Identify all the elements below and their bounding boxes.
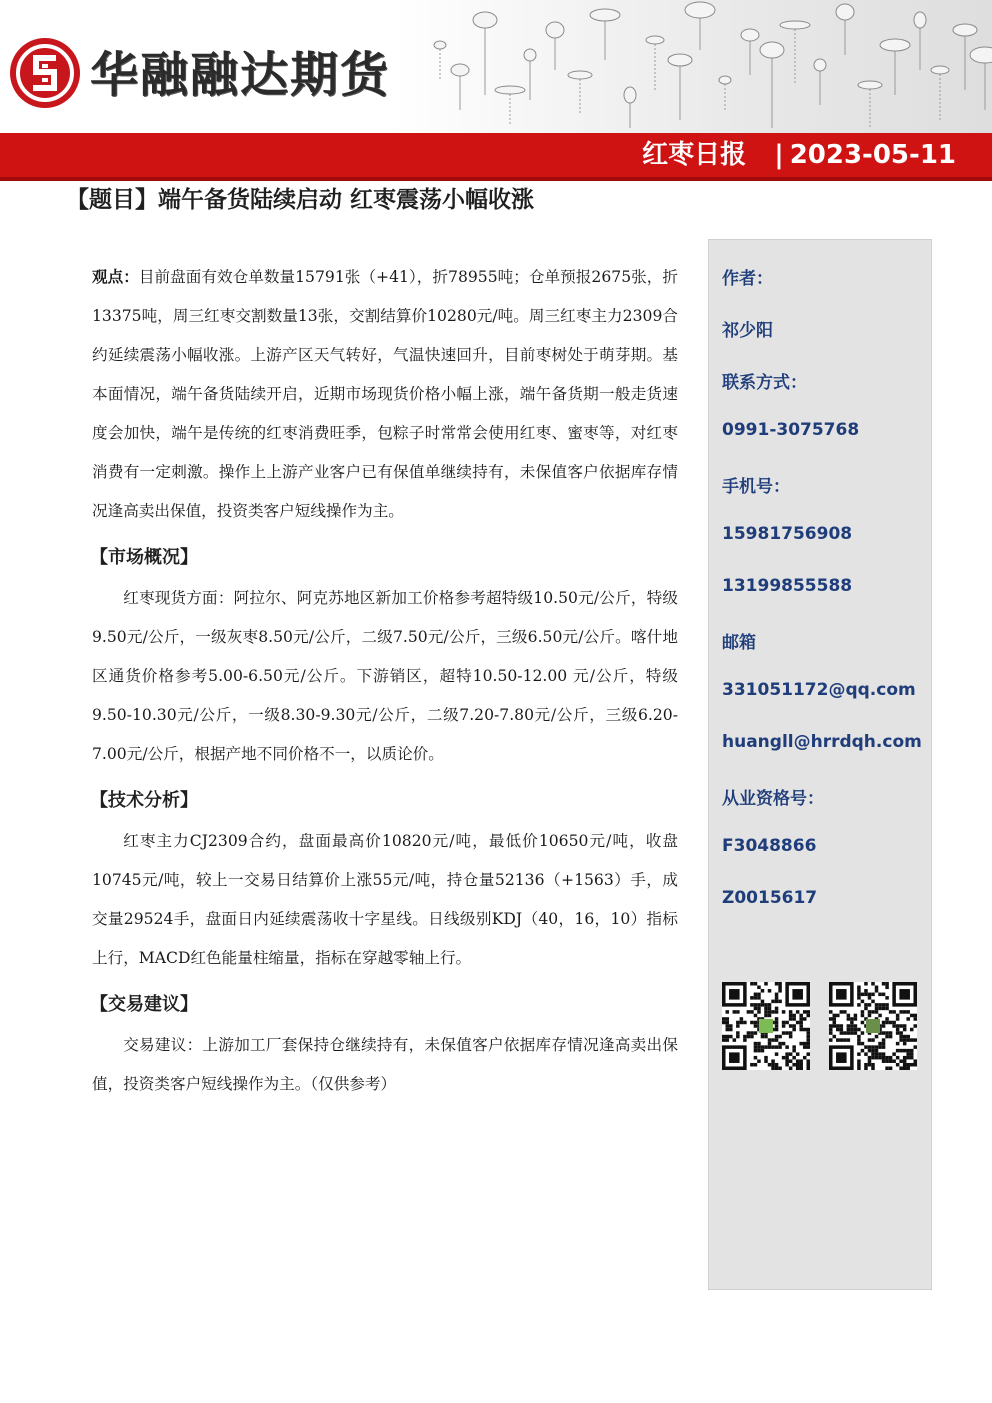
viewpoint-label: 观点： [92, 268, 139, 286]
license-label: 从业资格号： [722, 789, 824, 809]
section-heading-trading: 【交易建议】 [90, 994, 198, 1015]
section-text-market: 红枣现货方面：阿拉尔、阿克苏地区新加工价格参考超特级10.50元/公斤，特级9.50元/公斤，一级灰枣8.50元/公斤，二级7.50元/公斤，三级6.50元/公斤。喀什地区通货价格参考5.00-6.50元/公斤。下游销区，超特10.50-12.00 元/公斤，特级9.50-10.30元/公斤，一级8.30-9.30元/公斤，二级7.20-7.80元/公斤，三级6.20-7.00元/公斤，根据产地不同价格不一，以质论价。 [92, 589, 678, 763]
brand-name: 华融融达期货 [90, 47, 391, 103]
license-number-1: F3048866 [722, 836, 817, 856]
mobile-label: 手机号： [722, 477, 790, 497]
email-label: 邮箱 [722, 633, 756, 653]
viewpoint-paragraph [92, 258, 678, 531]
qr-code-icon [722, 982, 810, 1070]
section-heading-technical: 【技术分析】 [90, 790, 198, 811]
section-heading-market: 【市场概况】 [90, 547, 198, 568]
report-type: 红枣日报 [642, 140, 747, 170]
author-sidebar [708, 239, 932, 1290]
viewpoint-text: 目前盘面有效仓单数量15791张（+41），折78955吨；仓单预报2675张，折13375吨，周三红枣交割数量13张，交割结算价10280元/吨。周三红枣主力2309合约延续震荡小幅收涨。上游产区天气转好，气温快速回升，目前枣树处于萌芽期。基本面情况，端午备货陆续开启，近期市场现货价格小幅上涨，端午备货期一般走货速度会加快，端午是传统的红枣消费旺季，包粽子时常常会使用红枣、蜜枣等，对红枣消费有一定刺激。操作上上游产业客户已有保值单继续持有，未保值客户依据库存情况逢高卖出保值，投资类客户短线操作为主。 [92, 268, 678, 520]
section-text-technical: 红枣主力CJ2309合约，盘面最高价10820元/吨，最低价10650元/吨，收盘10745元/吨，较上一交易日结算价上涨55元/吨，持仓量52136（+1563）手，成交量29524手，盘面日内延续震荡收十字星线。日线级别KDJ（40，16，10）指标上行，MACD红色能量柱缩量，指标在穿越零轴上行。 [92, 832, 678, 967]
contact-label: 联系方式： [722, 373, 807, 393]
qr-code-icon [829, 982, 917, 1070]
section-text-trading: 交易建议：上游加工厂套保持仓继续持有，未保值客户依据库存情况逢高卖出保值，投资类客户短线操作为主。（仅供参考） [92, 1036, 678, 1093]
email-2: huangll@hrrdqh.com [722, 732, 922, 752]
report-date: 2023-05-11 [789, 140, 956, 170]
license-number-2: Z0015617 [722, 888, 818, 908]
huarong-s-logo-icon [8, 36, 82, 110]
mobile-number-2: 13199855588 [722, 576, 853, 596]
main-content [92, 258, 678, 1104]
banner-text [642, 133, 956, 177]
banner-separator: | [774, 140, 784, 170]
report-title: 【题目】端午备货陆续启动 红枣震荡小幅收涨 [66, 187, 535, 213]
report-header [0, 0, 992, 133]
mobile-number-1: 15981756908 [722, 524, 853, 544]
author-label: 作者： [722, 269, 773, 289]
author-name: 祁少阳 [722, 321, 773, 341]
email-1: 331051172@qq.com [722, 680, 916, 700]
decorative-lines-graphic [400, 0, 992, 133]
contact-phone: 0991-3075768 [722, 420, 860, 440]
